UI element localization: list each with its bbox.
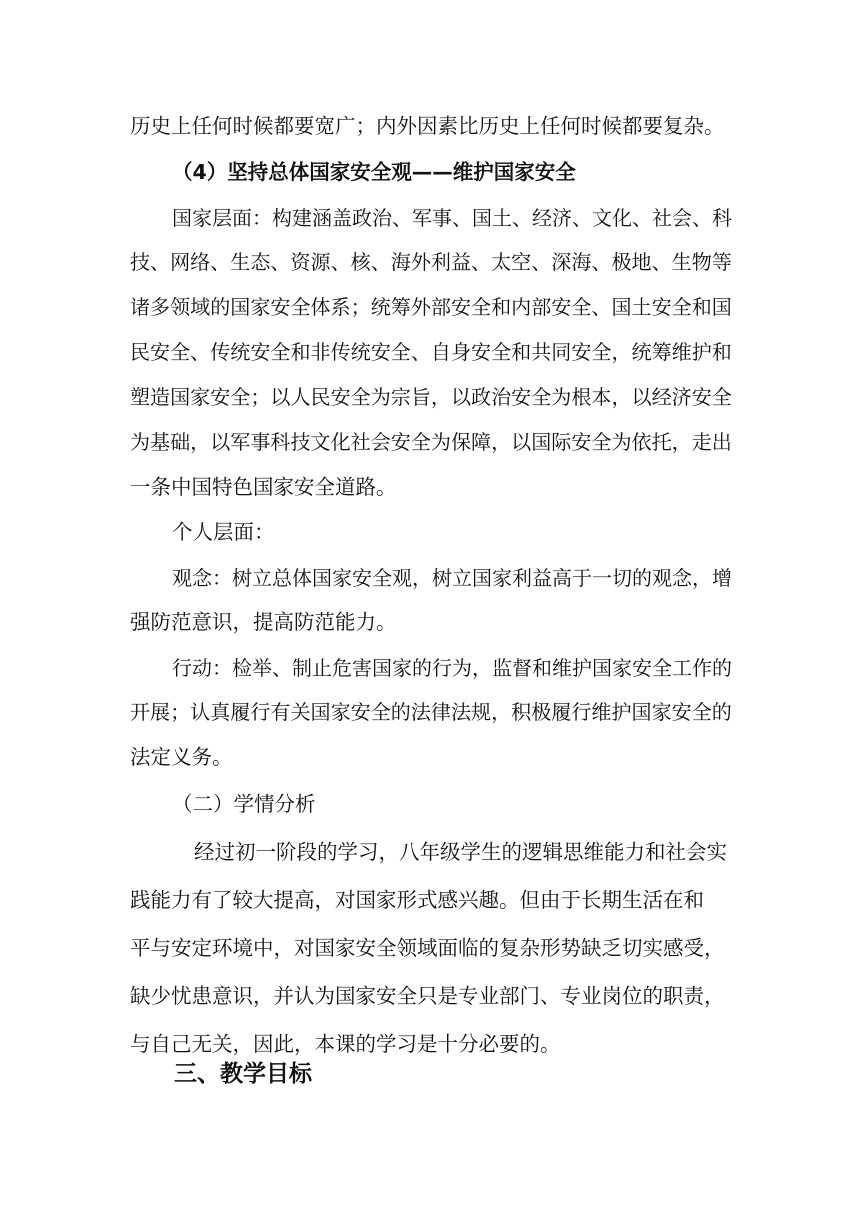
paragraph-line: 平与安定环境中，对国家安全领域面临的复杂形势缺乏切实感受， [130,936,725,960]
paragraph-line: 民安全、传统安全和非传统安全、自身安全和共同安全，统筹维护和 [130,340,732,364]
paragraph-line: 践能力有了较大提高，对国家形式感兴趣。但由于长期生活在和 [130,888,704,912]
paragraph-line: 国家层面：构建涵盖政治、军事、国土、经济、文化、社会、科 [172,206,732,230]
paragraph-line: 一条中国特色国家安全道路。 [130,475,397,499]
paragraph-line: 强防范意识，提高防范能力。 [130,610,397,634]
paragraph-line: 为基础，以军事科技文化社会安全为保障，以国际安全为依托，走出 [130,430,732,454]
paragraph-line: 观念：树立总体国家安全观，树立国家利益高于一切的观念，增 [172,566,732,590]
paragraph-line: 个人层面： [172,520,275,544]
subsection-heading: （二）学情分析 [172,792,316,816]
paragraph-line: 缺少忧患意识，并认为国家安全只是专业部门、专业岗位的职责， [130,984,725,1008]
paragraph-line: 与自己无关，因此，本课的学习是十分必要的。 [130,1032,561,1056]
paragraph-line: 法定义务。 [130,745,233,769]
section-heading-4: （4）坚持总体国家安全观——维护国家安全 [172,160,576,184]
paragraph-line: 诸多领域的国家安全体系；统筹外部安全和内部安全、国土安全和国 [130,295,732,319]
paragraph-line: 技、网络、生态、资源、核、海外利益、太空、深海、极地、生物等 [130,250,732,274]
paragraph-line: 开展；认真履行有关国家安全的法律法规，积极履行维护国家安全的 [130,700,732,724]
paragraph-line: 行动：检举、制止危害国家的行为，监督和维护国家安全工作的 [172,656,732,680]
paragraph-line: 经过初一阶段的学习，八年级学生的逻辑思维能力和社会实 [194,840,727,864]
paragraph-line: 塑造国家安全；以人民安全为宗旨，以政治安全为根本，以经济安全 [130,385,732,409]
section-heading-3: 三、教学目标 [174,1061,312,1087]
paragraph-line: 历史上任何时候都要宽广；内外因素比历史上任何时候都要复杂。 [130,114,725,138]
